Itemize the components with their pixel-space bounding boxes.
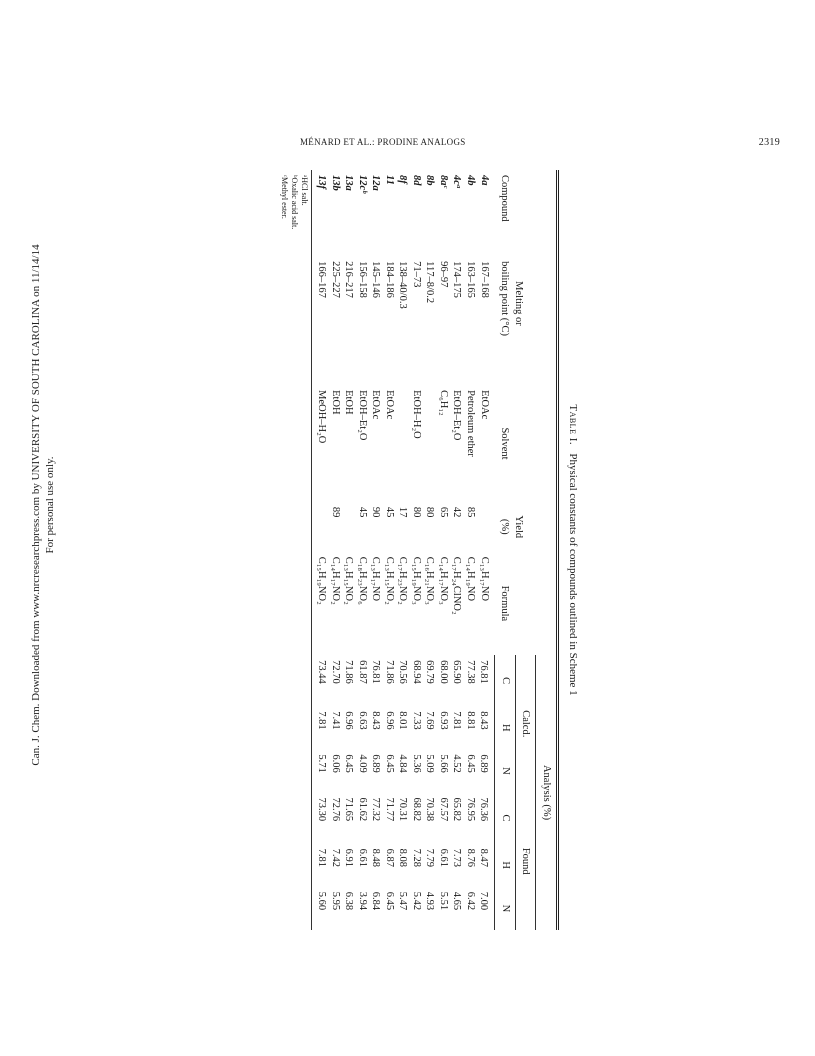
cell-found-c: 76.95 bbox=[465, 797, 476, 822]
cell-calc-c: 76.81 bbox=[478, 660, 490, 684]
cell-calc-n: 6.89 bbox=[370, 754, 382, 773]
footnote-c: ᶜMethyl ester. bbox=[280, 175, 289, 219]
cell-compound: 13a bbox=[343, 175, 355, 191]
rotated-table-page bbox=[245, 160, 585, 940]
col-compound: Compound bbox=[499, 175, 511, 222]
cell-found-c: 72.76 bbox=[330, 797, 341, 822]
table-row bbox=[369, 170, 383, 930]
col-formula: Formula bbox=[499, 585, 511, 622]
cell-formula: C₁₆H₂₁NO₃ bbox=[424, 556, 436, 605]
download-watermark bbox=[14, 190, 72, 820]
col-mp-line2: boiling point (°C) bbox=[499, 261, 511, 336]
cell-formula: C₁₄H₁₇NO₃ bbox=[438, 556, 449, 605]
cell-yield bbox=[342, 502, 356, 552]
cell-formula: C₁₃H₁₅NO₂ bbox=[343, 556, 355, 605]
col-found-c: C bbox=[495, 792, 516, 843]
cell-calc-h: 8.43 bbox=[478, 711, 490, 730]
cell-solvent: Petroleum ether bbox=[465, 390, 476, 457]
cell-yield: 85 bbox=[465, 506, 476, 518]
table-label: Table I. bbox=[567, 404, 579, 446]
cell-found-n: 5.51 bbox=[438, 891, 449, 911]
col-found-h: H bbox=[495, 844, 516, 887]
cell-found-h: 8.08 bbox=[397, 848, 409, 867]
cell-calc-h: 7.33 bbox=[411, 711, 422, 730]
cell-solvent: EtOH–H₂O bbox=[411, 390, 422, 439]
cell-found-h: 8.48 bbox=[370, 848, 382, 867]
cell-calc-n: 6.06 bbox=[330, 754, 341, 773]
cell-mp: 156–158 bbox=[357, 261, 368, 298]
cell-found-h: 7.81 bbox=[316, 848, 328, 867]
cell-yield: 42 bbox=[451, 506, 463, 518]
cell-yield: 80 bbox=[424, 506, 436, 518]
cell-mp: 166–167 bbox=[316, 261, 328, 298]
cell-found-c: 65.82 bbox=[451, 797, 463, 822]
table-row bbox=[450, 170, 464, 930]
cell-calc-c: 68.00 bbox=[438, 660, 449, 684]
cell-found-h: 6.61 bbox=[357, 848, 368, 867]
cell-found-c: 67.57 bbox=[438, 797, 449, 822]
physical-constants-table bbox=[312, 170, 556, 930]
cell-solvent bbox=[396, 385, 410, 502]
cell-calc-h: 6.96 bbox=[343, 711, 355, 730]
cell-calc-c: 68.94 bbox=[411, 660, 422, 684]
col-analysis: Analysis (%) bbox=[536, 655, 556, 930]
col-calc-c: C bbox=[495, 655, 516, 706]
cell-mp: 184–186 bbox=[384, 261, 395, 298]
cell-found-h: 7.28 bbox=[411, 848, 422, 867]
cell-calc-h: 8.81 bbox=[465, 711, 476, 730]
cell-calc-h: 6.63 bbox=[357, 711, 368, 730]
cell-found-h: 6.87 bbox=[384, 848, 395, 867]
table-caption: Physical constants of compounds outlined in Scheme 1 bbox=[567, 453, 579, 696]
cell-found-c: 71.77 bbox=[384, 797, 395, 822]
page-number: 2319 bbox=[758, 137, 780, 148]
cell-solvent: EtOH–Et₂O bbox=[357, 390, 368, 441]
cell-calc-n: 6.45 bbox=[343, 754, 355, 773]
cell-found-n: 5.60 bbox=[316, 891, 328, 911]
cell-yield bbox=[477, 502, 495, 552]
cell-solvent: EtOH bbox=[343, 390, 355, 415]
cell-found-n: 6.45 bbox=[384, 891, 395, 911]
table-row bbox=[477, 170, 495, 930]
col-melting-point bbox=[495, 256, 556, 385]
cell-yield: 45 bbox=[357, 506, 368, 518]
col-yield-line1: Yield bbox=[513, 515, 524, 539]
cell-calc-h: 6.96 bbox=[384, 711, 395, 730]
cell-calc-n: 4.09 bbox=[357, 754, 368, 773]
cell-found-h: 7.73 bbox=[451, 848, 463, 867]
cell-calc-h: 8.43 bbox=[370, 711, 382, 730]
cell-formula: C₁₄H₁₇NO₂ bbox=[330, 556, 341, 605]
cell-compound: 8aᶜ bbox=[438, 175, 449, 189]
cell-mp: 71–73 bbox=[411, 261, 422, 288]
cell-found-h: 6.61 bbox=[438, 848, 449, 867]
cell-calc-c: 76.81 bbox=[370, 660, 382, 684]
col-solvent: Solvent bbox=[499, 427, 511, 460]
footnote-b: ᵇOxalic acid salt. bbox=[290, 175, 299, 230]
cell-calc-n: 6.89 bbox=[478, 754, 490, 773]
watermark-line-2: For personal use only. bbox=[44, 456, 56, 554]
footnote-a: ᵃHCl salt. bbox=[300, 175, 309, 206]
cell-calc-h: 6.93 bbox=[438, 711, 449, 730]
col-found: Found bbox=[516, 792, 537, 930]
cell-formula: C₁₇H₂₃NO₂ bbox=[397, 556, 409, 605]
cell-calc-n: 5.09 bbox=[424, 754, 436, 773]
cell-yield: 17 bbox=[397, 506, 409, 518]
cell-found-n: 4.93 bbox=[424, 891, 436, 911]
table-row bbox=[342, 170, 356, 930]
cell-calc-h: 7.69 bbox=[424, 711, 436, 730]
cell-mp: 145–146 bbox=[370, 261, 382, 298]
cell-yield: 80 bbox=[411, 506, 422, 518]
table-row bbox=[396, 170, 410, 930]
cell-solvent: EtOAc bbox=[384, 390, 395, 420]
cell-compound: 11 bbox=[384, 175, 395, 185]
cell-calc-h: 7.41 bbox=[330, 711, 341, 730]
cell-formula: C₁₅H₁₉NO₂ bbox=[316, 556, 328, 605]
cell-compound: 4cᵃ bbox=[451, 175, 463, 189]
cell-found-h: 7.42 bbox=[330, 848, 341, 867]
cell-found-n: 7.00 bbox=[478, 891, 490, 911]
cell-yield: 89 bbox=[330, 506, 341, 518]
cell-mp: 174–175 bbox=[451, 261, 463, 298]
cell-calc-c: 73.44 bbox=[316, 660, 328, 684]
cell-calc-c: 70.56 bbox=[397, 660, 409, 684]
cell-calc-n: 6.45 bbox=[465, 754, 476, 773]
cell-found-n: 5.95 bbox=[330, 891, 341, 911]
cell-found-c: 70.31 bbox=[397, 797, 409, 822]
table-row bbox=[383, 170, 397, 930]
cell-calc-c: 71.86 bbox=[343, 660, 355, 684]
cell-calc-n: 4.52 bbox=[451, 754, 463, 773]
cell-found-n: 5.47 bbox=[397, 891, 409, 911]
cell-compound: 8d bbox=[411, 175, 422, 186]
cell-found-c: 76.36 bbox=[478, 797, 490, 822]
cell-formula: C₁₃H₁₇NO bbox=[370, 556, 382, 602]
cell-yield: 65 bbox=[438, 506, 449, 518]
col-calcd: Calcd. bbox=[516, 655, 537, 792]
cell-found-c: 68.82 bbox=[411, 797, 422, 822]
cell-solvent: EtOH bbox=[330, 390, 341, 415]
table-row bbox=[410, 170, 424, 930]
cell-calc-h: 7.81 bbox=[451, 711, 463, 730]
bottom-rule bbox=[311, 170, 312, 930]
cell-calc-n: 5.66 bbox=[438, 754, 449, 773]
cell-found-c: 61.62 bbox=[357, 797, 368, 822]
cell-found-c: 73.30 bbox=[316, 797, 328, 822]
cell-formula: C₁₈H₂₃NO₆ bbox=[357, 556, 368, 605]
cell-compound: 4b bbox=[465, 175, 476, 186]
cell-found-h: 8.76 bbox=[465, 848, 476, 867]
cell-found-h: 8.47 bbox=[478, 848, 490, 867]
cell-mp: 96–97 bbox=[438, 261, 449, 288]
table-row bbox=[437, 170, 451, 930]
cell-formula: C₁₃H₁₅NO₂ bbox=[384, 556, 395, 605]
cell-mp: 163–165 bbox=[465, 261, 476, 298]
cell-mp: 138–40/0.3 bbox=[397, 261, 409, 309]
cell-compound: 12a bbox=[370, 175, 382, 191]
running-title: MÉNARD ET AL.: PRODINE ANALOGS bbox=[300, 137, 466, 147]
cell-mp: 167–168 bbox=[478, 261, 490, 298]
table-body-wrap bbox=[279, 170, 559, 930]
cell-calc-c: 61.87 bbox=[357, 660, 368, 684]
cell-formula: C₁₃H₁₇NO bbox=[478, 556, 490, 602]
cell-calc-n: 5.36 bbox=[411, 754, 422, 773]
cell-compound: 8b bbox=[424, 175, 436, 186]
col-mp-line1: Melting or bbox=[513, 281, 524, 326]
top-rule bbox=[556, 170, 559, 930]
cell-found-h: 6.91 bbox=[343, 848, 355, 867]
col-yield-line2: (%) bbox=[499, 518, 511, 535]
cell-formula: C₁₅H₁₉NO₃ bbox=[411, 556, 422, 605]
cell-yield bbox=[312, 502, 329, 552]
cell-compound: 13f bbox=[316, 175, 328, 189]
col-yield bbox=[495, 502, 556, 552]
cell-found-c: 70.38 bbox=[424, 797, 436, 822]
table-row bbox=[329, 170, 343, 930]
cell-calc-c: 69.79 bbox=[424, 660, 436, 684]
table-row bbox=[423, 170, 437, 930]
cell-found-c: 77.32 bbox=[370, 797, 382, 822]
cell-solvent: MeOH–H₂O bbox=[316, 390, 328, 444]
cell-calc-n: 6.45 bbox=[384, 754, 395, 773]
cell-solvent: EtOAc bbox=[478, 390, 490, 420]
col-calc-h: H bbox=[495, 706, 516, 749]
table-title bbox=[567, 170, 579, 930]
cell-found-c: 71.65 bbox=[343, 797, 355, 822]
cell-solvent: EtOAc bbox=[370, 390, 382, 420]
cell-formula: C₁₇H₂₄ClNO₂ bbox=[451, 556, 463, 615]
cell-mp: 216–217 bbox=[343, 261, 355, 298]
table-row bbox=[312, 170, 329, 930]
cell-found-n: 6.84 bbox=[370, 891, 382, 911]
cell-mp: 225–227 bbox=[330, 261, 341, 298]
table-1 bbox=[245, 170, 585, 930]
cell-yield: 90 bbox=[370, 506, 382, 518]
page-header bbox=[300, 137, 780, 148]
cell-mp: 117–8/0.2 bbox=[424, 261, 436, 304]
cell-calc-c: 71.86 bbox=[384, 660, 395, 684]
cell-solvent: C₆H₁₂ bbox=[438, 390, 449, 416]
watermark-line-1: Can. J. Chem. Downloaded from www.nrcresearchpress.com by UNIVERSITY OF SOUTH CAROLINA on 11/14/14 bbox=[30, 244, 42, 766]
cell-compound: 13b bbox=[330, 175, 341, 191]
cell-found-n: 6.42 bbox=[465, 891, 476, 911]
col-calc-n: N bbox=[495, 749, 516, 792]
table-row bbox=[464, 170, 478, 930]
cell-calc-c: 72.70 bbox=[330, 660, 341, 684]
table-footnotes bbox=[279, 170, 311, 930]
cell-calc-n: 5.71 bbox=[316, 754, 328, 773]
cell-yield: 45 bbox=[384, 506, 395, 518]
cell-solvent bbox=[423, 385, 437, 502]
cell-found-n: 6.38 bbox=[343, 891, 355, 911]
cell-calc-c: 77.38 bbox=[465, 660, 476, 684]
cell-compound: 12cᵇ bbox=[357, 175, 368, 194]
cell-calc-h: 8.01 bbox=[397, 711, 409, 730]
col-found-n: N bbox=[495, 887, 516, 930]
cell-found-n: 5.42 bbox=[411, 891, 422, 911]
cell-found-n: 3.94 bbox=[357, 891, 368, 911]
table-row bbox=[356, 170, 370, 930]
cell-found-h: 7.79 bbox=[424, 848, 436, 867]
cell-calc-n: 4.84 bbox=[397, 754, 409, 773]
cell-compound: 8f bbox=[397, 175, 409, 184]
cell-found-n: 4.65 bbox=[451, 891, 463, 911]
cell-calc-c: 65.90 bbox=[451, 660, 463, 684]
cell-compound: 4a bbox=[478, 175, 490, 186]
cell-solvent: EtOH–Et₂O bbox=[451, 390, 463, 441]
cell-formula: C₁₄H₁₉NO bbox=[465, 556, 476, 602]
cell-calc-h: 7.81 bbox=[316, 711, 328, 730]
